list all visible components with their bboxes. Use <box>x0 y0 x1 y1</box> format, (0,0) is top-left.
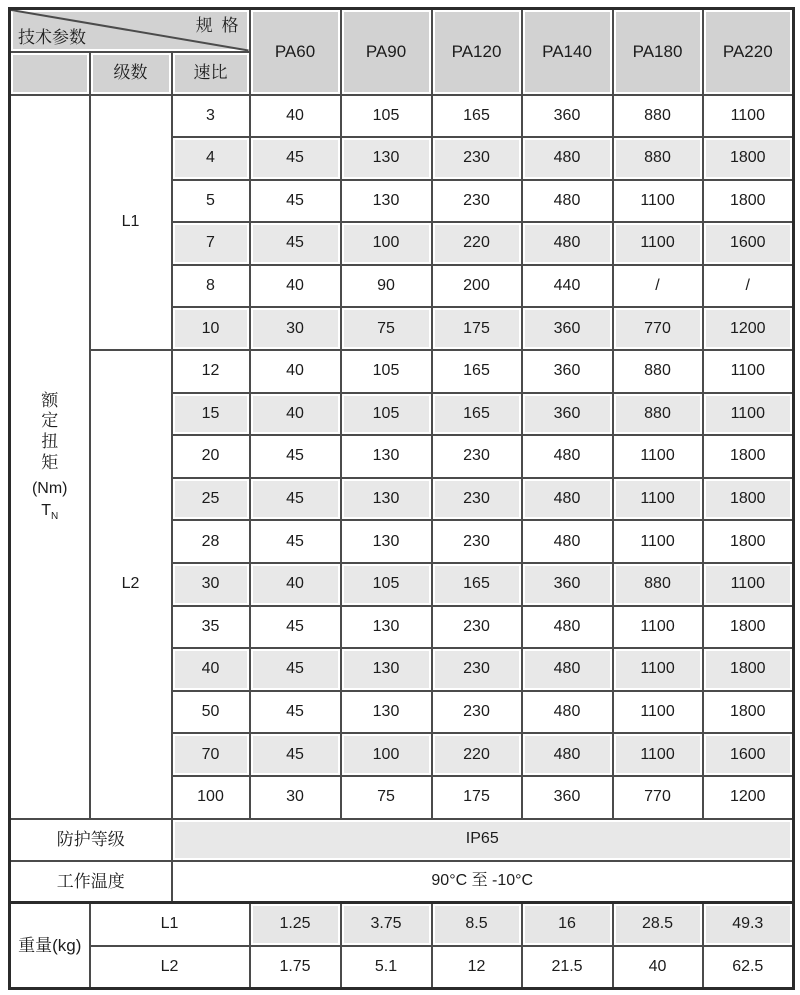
torque-value-pa180: 880 <box>613 563 703 606</box>
torque-value-pa90: 105 <box>341 563 432 606</box>
weight-value-pa140: 16 <box>522 903 613 946</box>
weight-value-pa220: 49.3 <box>703 903 794 946</box>
torque-value-pa220: 1800 <box>703 435 794 478</box>
torque-value-pa180: 880 <box>613 350 703 393</box>
ratio-cell: 28 <box>172 520 250 563</box>
weight-value-pa120: 8.5 <box>432 903 522 946</box>
weight-value-pa90: 5.1 <box>341 946 432 989</box>
torque-value-pa90: 130 <box>341 180 432 223</box>
ratio-cell: 5 <box>172 180 250 223</box>
ratio-cell: 7 <box>172 222 250 265</box>
torque-value-pa220: 1800 <box>703 137 794 180</box>
temperature-value: 90°C 至 -10°C <box>172 861 794 903</box>
torque-value-pa120: 165 <box>432 350 522 393</box>
torque-value-pa180: 770 <box>613 776 703 819</box>
torque-value-pa60: 30 <box>250 307 341 350</box>
torque-value-pa120: 175 <box>432 307 522 350</box>
header-row-top <box>10 9 794 52</box>
weight-row-l1 <box>10 903 794 946</box>
torque-value-pa120: 165 <box>432 563 522 606</box>
torque-value-pa120: 230 <box>432 691 522 734</box>
torque-value-pa220: 1200 <box>703 776 794 819</box>
torque-value-pa180: 1100 <box>613 435 703 478</box>
weight-value-pa120: 12 <box>432 946 522 989</box>
gearbox-spec-table <box>8 7 795 990</box>
torque-value-pa120: 200 <box>432 265 522 308</box>
torque-value-pa220: 1800 <box>703 691 794 734</box>
weight-label: 重量(kg) <box>10 903 90 989</box>
ratio-cell: 25 <box>172 478 250 521</box>
torque-value-pa140: 480 <box>522 137 613 180</box>
ratio-cell: 3 <box>172 95 250 138</box>
weight-value-pa180: 28.5 <box>613 903 703 946</box>
torque-value-pa120: 230 <box>432 648 522 691</box>
torque-value-pa60: 45 <box>250 180 341 223</box>
rated-torque-unit: (Nm) <box>31 480 68 498</box>
column-header-pa120: PA120 <box>432 9 522 95</box>
torque-value-pa120: 165 <box>432 95 522 138</box>
torque-value-pa120: 230 <box>432 137 522 180</box>
torque-table-body <box>10 95 794 819</box>
rated-torque-vertical-text: 额定扭矩 <box>41 390 59 472</box>
torque-value-pa220: 1600 <box>703 222 794 265</box>
torque-value-pa220: 1800 <box>703 478 794 521</box>
torque-value-pa140: 360 <box>522 307 613 350</box>
torque-value-pa90: 105 <box>341 393 432 436</box>
torque-value-pa140: 480 <box>522 520 613 563</box>
torque-value-pa60: 45 <box>250 520 341 563</box>
torque-value-pa120: 230 <box>432 520 522 563</box>
torque-value-pa140: 360 <box>522 95 613 138</box>
weight-value-pa90: 3.75 <box>341 903 432 946</box>
torque-value-pa120: 220 <box>432 733 522 776</box>
ratio-cell: 12 <box>172 350 250 393</box>
protection-row <box>10 819 794 861</box>
torque-value-pa220: 1800 <box>703 520 794 563</box>
torque-value-pa90: 130 <box>341 606 432 649</box>
torque-value-pa60: 45 <box>250 137 341 180</box>
torque-value-pa180: 1100 <box>613 520 703 563</box>
ratio-cell: 8 <box>172 265 250 308</box>
torque-value-pa60: 45 <box>250 648 341 691</box>
torque-value-pa220: / <box>703 265 794 308</box>
torque-value-pa140: 360 <box>522 393 613 436</box>
torque-value-pa220: 1100 <box>703 563 794 606</box>
torque-value-pa90: 75 <box>341 776 432 819</box>
torque-value-pa180: 1100 <box>613 180 703 223</box>
torque-value-pa220: 1800 <box>703 180 794 223</box>
torque-value-pa60: 45 <box>250 606 341 649</box>
tech-params-corner-label: 技术参数 <box>18 27 86 47</box>
torque-value-pa60: 45 <box>250 691 341 734</box>
torque-value-pa120: 230 <box>432 435 522 478</box>
torque-value-pa90: 105 <box>341 350 432 393</box>
torque-value-pa90: 105 <box>341 95 432 138</box>
torque-value-pa140: 440 <box>522 265 613 308</box>
torque-value-pa60: 40 <box>250 95 341 138</box>
torque-value-pa220: 1800 <box>703 648 794 691</box>
torque-value-pa140: 480 <box>522 733 613 776</box>
torque-symbol-subscript: N <box>51 511 59 523</box>
torque-value-pa180: 1100 <box>613 648 703 691</box>
torque-value-pa60: 45 <box>250 733 341 776</box>
torque-value-pa140: 480 <box>522 606 613 649</box>
stages-header: 级数 <box>90 52 172 95</box>
ratio-cell: 20 <box>172 435 250 478</box>
spec-corner-label: 规 格 <box>195 16 241 35</box>
ratio-cell: 50 <box>172 691 250 734</box>
torque-value-pa140: 360 <box>522 776 613 819</box>
column-header-pa90: PA90 <box>341 9 432 95</box>
torque-value-pa180: 1100 <box>613 222 703 265</box>
torque-value-pa60: 30 <box>250 776 341 819</box>
torque-value-pa180: 880 <box>613 95 703 138</box>
torque-value-pa140: 480 <box>522 691 613 734</box>
temperature-row <box>10 861 794 903</box>
ratio-cell: 70 <box>172 733 250 776</box>
torque-value-pa180: 1100 <box>613 691 703 734</box>
torque-value-pa180: 1100 <box>613 606 703 649</box>
torque-value-pa180: 880 <box>613 137 703 180</box>
ratio-cell: 15 <box>172 393 250 436</box>
weight-value-pa60: 1.25 <box>250 903 341 946</box>
weight-value-pa220: 62.5 <box>703 946 794 989</box>
torque-value-pa90: 130 <box>341 137 432 180</box>
torque-value-pa120: 230 <box>432 180 522 223</box>
torque-value-pa180: 1100 <box>613 478 703 521</box>
torque-value-pa120: 220 <box>432 222 522 265</box>
torque-value-pa60: 40 <box>250 393 341 436</box>
torque-value-pa120: 175 <box>432 776 522 819</box>
ratio-cell: 10 <box>172 307 250 350</box>
torque-value-pa180: 770 <box>613 307 703 350</box>
torque-symbol-main: T <box>41 501 52 519</box>
torque-value-pa220: 1800 <box>703 606 794 649</box>
footer-table-body <box>10 819 794 989</box>
torque-value-pa90: 100 <box>341 222 432 265</box>
ratio-cell: 4 <box>172 137 250 180</box>
torque-row-ratio-3 <box>10 95 794 138</box>
ratio-header: 速比 <box>172 52 250 95</box>
torque-row-ratio-12 <box>10 350 794 393</box>
rated-torque-axis-label <box>10 95 90 819</box>
torque-value-pa180: 1100 <box>613 733 703 776</box>
torque-value-pa60: 45 <box>250 222 341 265</box>
torque-value-pa220: 1200 <box>703 307 794 350</box>
torque-value-pa90: 130 <box>341 520 432 563</box>
ratio-cell: 40 <box>172 648 250 691</box>
torque-value-pa60: 40 <box>250 563 341 606</box>
torque-value-pa120: 165 <box>432 393 522 436</box>
empty-header-cell <box>10 52 90 95</box>
torque-value-pa60: 40 <box>250 265 341 308</box>
torque-value-pa60: 45 <box>250 435 341 478</box>
torque-value-pa90: 90 <box>341 265 432 308</box>
weight-value-pa140: 21.5 <box>522 946 613 989</box>
corner-header-cell <box>10 9 250 52</box>
torque-value-pa220: 1100 <box>703 95 794 138</box>
torque-value-pa90: 100 <box>341 733 432 776</box>
weight-row-l2 <box>10 946 794 989</box>
torque-value-pa140: 480 <box>522 648 613 691</box>
column-header-pa140: PA140 <box>522 9 613 95</box>
temperature-label: 工作温度 <box>10 861 172 903</box>
torque-value-pa140: 480 <box>522 180 613 223</box>
torque-value-pa120: 230 <box>432 478 522 521</box>
torque-value-pa140: 360 <box>522 563 613 606</box>
torque-value-pa90: 130 <box>341 435 432 478</box>
rated-torque-symbol <box>11 502 89 523</box>
weight-value-pa180: 40 <box>613 946 703 989</box>
torque-value-pa90: 75 <box>341 307 432 350</box>
torque-value-pa180: 880 <box>613 393 703 436</box>
torque-value-pa60: 45 <box>250 478 341 521</box>
ratio-cell: 35 <box>172 606 250 649</box>
torque-value-pa220: 1100 <box>703 393 794 436</box>
weight-value-pa60: 1.75 <box>250 946 341 989</box>
stage-group-l1: L1 <box>90 95 172 351</box>
torque-value-pa90: 130 <box>341 478 432 521</box>
column-header-pa180: PA180 <box>613 9 703 95</box>
torque-value-pa220: 1600 <box>703 733 794 776</box>
torque-value-pa140: 480 <box>522 478 613 521</box>
torque-value-pa140: 480 <box>522 435 613 478</box>
torque-value-pa60: 40 <box>250 350 341 393</box>
stage-group-l2: L2 <box>90 350 172 819</box>
torque-value-pa120: 230 <box>432 606 522 649</box>
ratio-cell: 100 <box>172 776 250 819</box>
torque-value-pa180: / <box>613 265 703 308</box>
torque-value-pa220: 1100 <box>703 350 794 393</box>
column-header-pa220: PA220 <box>703 9 794 95</box>
protection-value: IP65 <box>172 819 794 861</box>
torque-value-pa90: 130 <box>341 648 432 691</box>
torque-value-pa140: 360 <box>522 350 613 393</box>
protection-label: 防护等级 <box>10 819 172 861</box>
torque-value-pa140: 480 <box>522 222 613 265</box>
weight-l1-label: L1 <box>90 903 250 946</box>
ratio-cell: 30 <box>172 563 250 606</box>
weight-l2-label: L2 <box>90 946 250 989</box>
torque-value-pa90: 130 <box>341 691 432 734</box>
column-header-pa60: PA60 <box>250 9 341 95</box>
